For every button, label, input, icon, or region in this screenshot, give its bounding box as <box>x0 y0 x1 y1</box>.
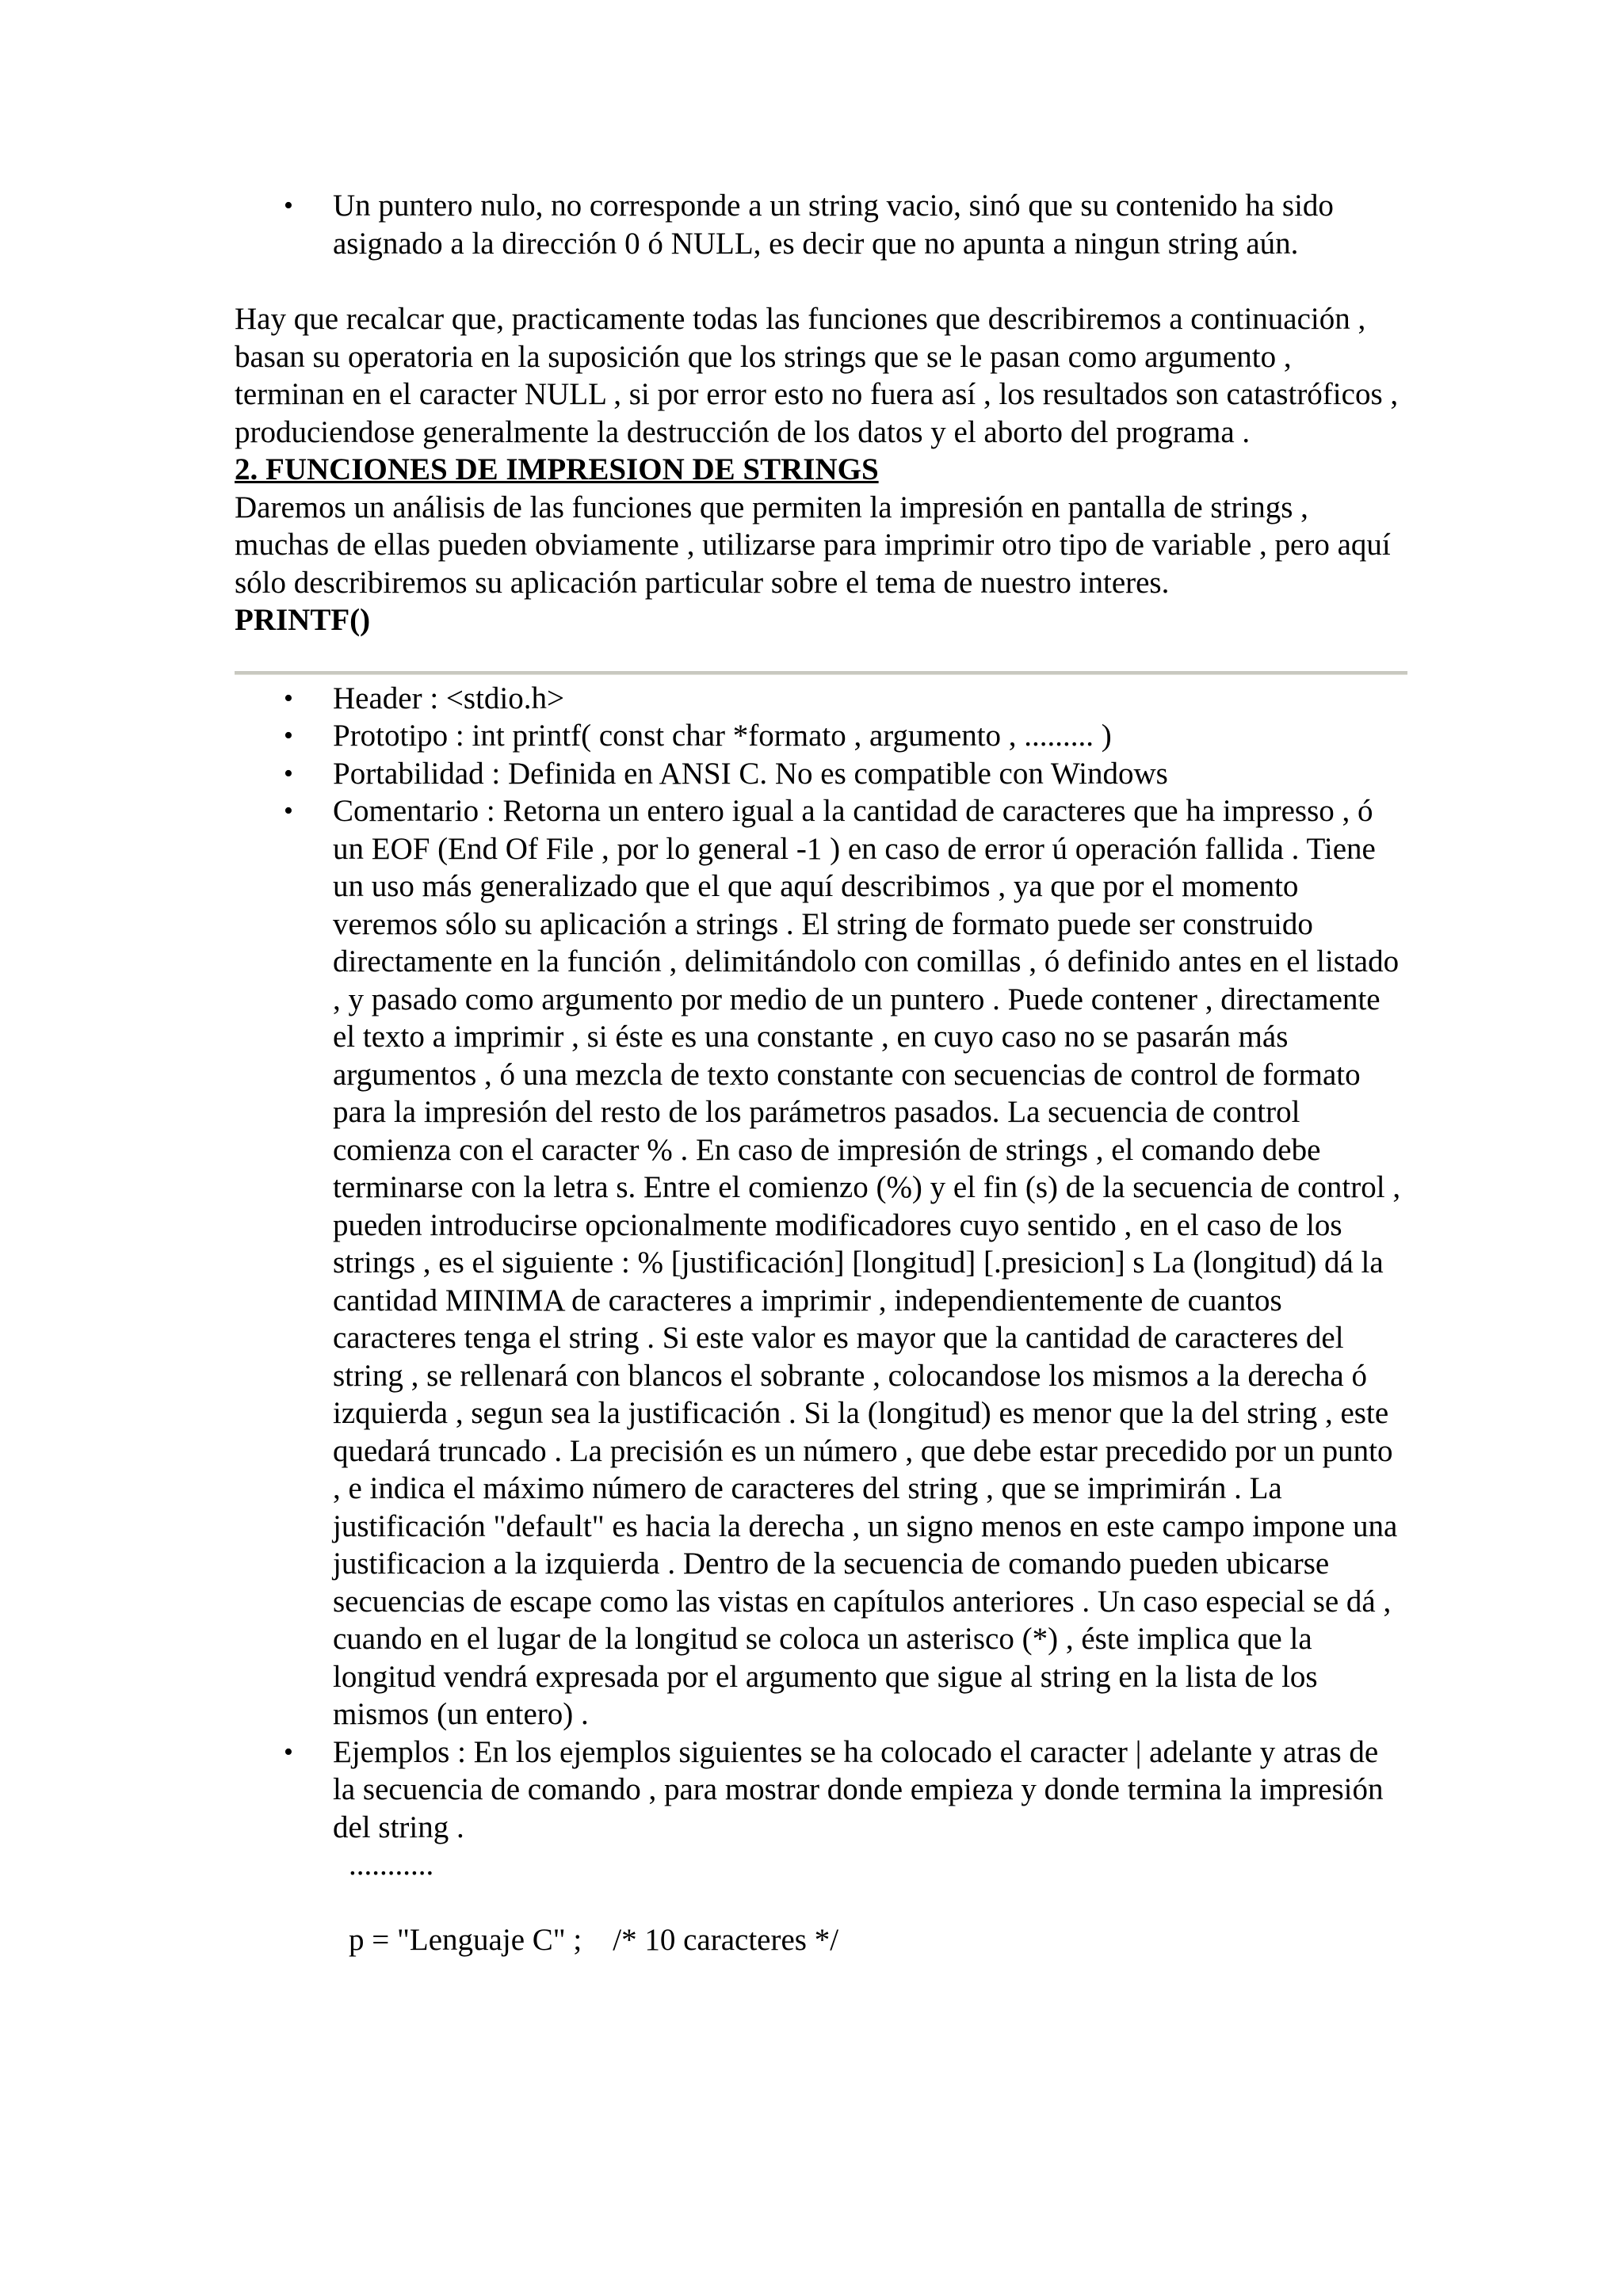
code-line: ........... <box>349 1848 434 1882</box>
function-title: PRINTF() <box>235 603 371 637</box>
intro-bullet-list <box>235 187 1407 262</box>
list-item: • Header : <stdio.h> <box>235 680 1407 718</box>
list-item: • Un puntero nulo, no corresponde a un string vacio, sinó que su contenido ha sido asignado a la dirección 0 ó NULL, es decir que no apunta a ningun string aún. <box>235 187 1407 262</box>
horizontal-rule <box>235 671 1407 675</box>
section-intro: Daremos un análisis de las funciones que permiten la impresión en pantalla de strings , muchas de ellas pueden obviamente , utilizarse para imprimir otro tipo de variable , pero aquí sólo describiremos su aplicación particular sobre el tema de nuestro interes. <box>235 490 1391 600</box>
section-heading: 2. FUNCIONES DE IMPRESION DE STRINGS <box>235 452 879 486</box>
list-item: • Prototipo : int printf( const char *formato , argumento , ......... ) <box>235 717 1407 755</box>
code-line <box>235 1884 1407 1922</box>
list-item: • Portabilidad : Definida en ANSI C. No es compatible con Windows <box>235 755 1407 793</box>
code-line: p = "Lenguaje C" ; /* 10 caracteres */ <box>349 1923 839 1957</box>
function-details-list <box>235 680 1407 1847</box>
spacer <box>235 262 1407 300</box>
list-item: • Comentario : Retorna un entero igual a la cantidad de caracteres que ha impresso , ó un EOF (End Of File , por lo general -1 ) en caso de error ú operación fallida . Tiene un uso más generalizado que el que aquí describimos , ya que por el momento veremos sólo su aplicación a strings . El string de formato puede ser construido directamente en la función , delimitándolo con comillas , ó definido antes en el listado , y pasado como argumento por medio de un puntero . Puede contener , directamente el texto a imprimir , si éste es una constante , en cuyo caso no se pasarán más argumentos , ó una mezcla de texto constante con secuencias de control de formato para la impresión del resto de los parámetros pasados. La secuencia de control comienza con el caracter % . En caso de impresión de strings , el comando debe terminarse con la letra s. Entre el comienzo (%) y el fin (s) de la secuencia de control , pueden introducirse opcionalmente modificadores cuyo sentido , en el caso de los strings , es el siguiente : % [justificación] [longitud] [.presicion] s La (longitud) dá la cantidad MINIMA de caracteres a imprimir , independientemente de cuantos caracteres tenga el string . Si este valor es mayor que la cantidad de caracteres del string , se rellenará con blancos el sobrante , colocandose los mismos a la derecha ó izquierda , segun sea la justificación . Si la (longitud) es menor que la del string , este quedará truncado . La precisión es un número , que debe estar precedido por un punto , e indica el máximo número de caracteres del string , que se imprimirán . La justificación "default" es hacia la derecha , un signo menos en este campo impone una justificacion a la izquierda . Dentro de la secuencia de comando pueden ubicarse secuencias de escape como las vistas en capítulos anteriores . Un caso especial se dá , cuando en el lugar de la longitud se coloca un asterisco (*) , éste implica que la longitud vendrá expresada por el argumento que sigue al string en la lista de los mismos (un entero) . <box>235 792 1407 1733</box>
list-item: • Ejemplos : En los ejemplos siguientes se ha colocado el caracter | adelante y atras de la secuencia de comando , para mostrar donde empieza y donde termina la impresión del string . <box>235 1733 1407 1847</box>
document-page <box>235 187 1407 1959</box>
paragraph-note: Hay que recalcar que, practicamente todas las funciones que describiremos a continuación , basan su operatoria en la suposición que los strings que se le pasan como argumento , terminan en el caracter NULL , si por error esto no fuera así , los resultados son catastróficos , produciendose generalmente la destrucción de los datos y el aborto del programa . <box>235 302 1399 449</box>
code-block <box>235 1846 1407 1959</box>
